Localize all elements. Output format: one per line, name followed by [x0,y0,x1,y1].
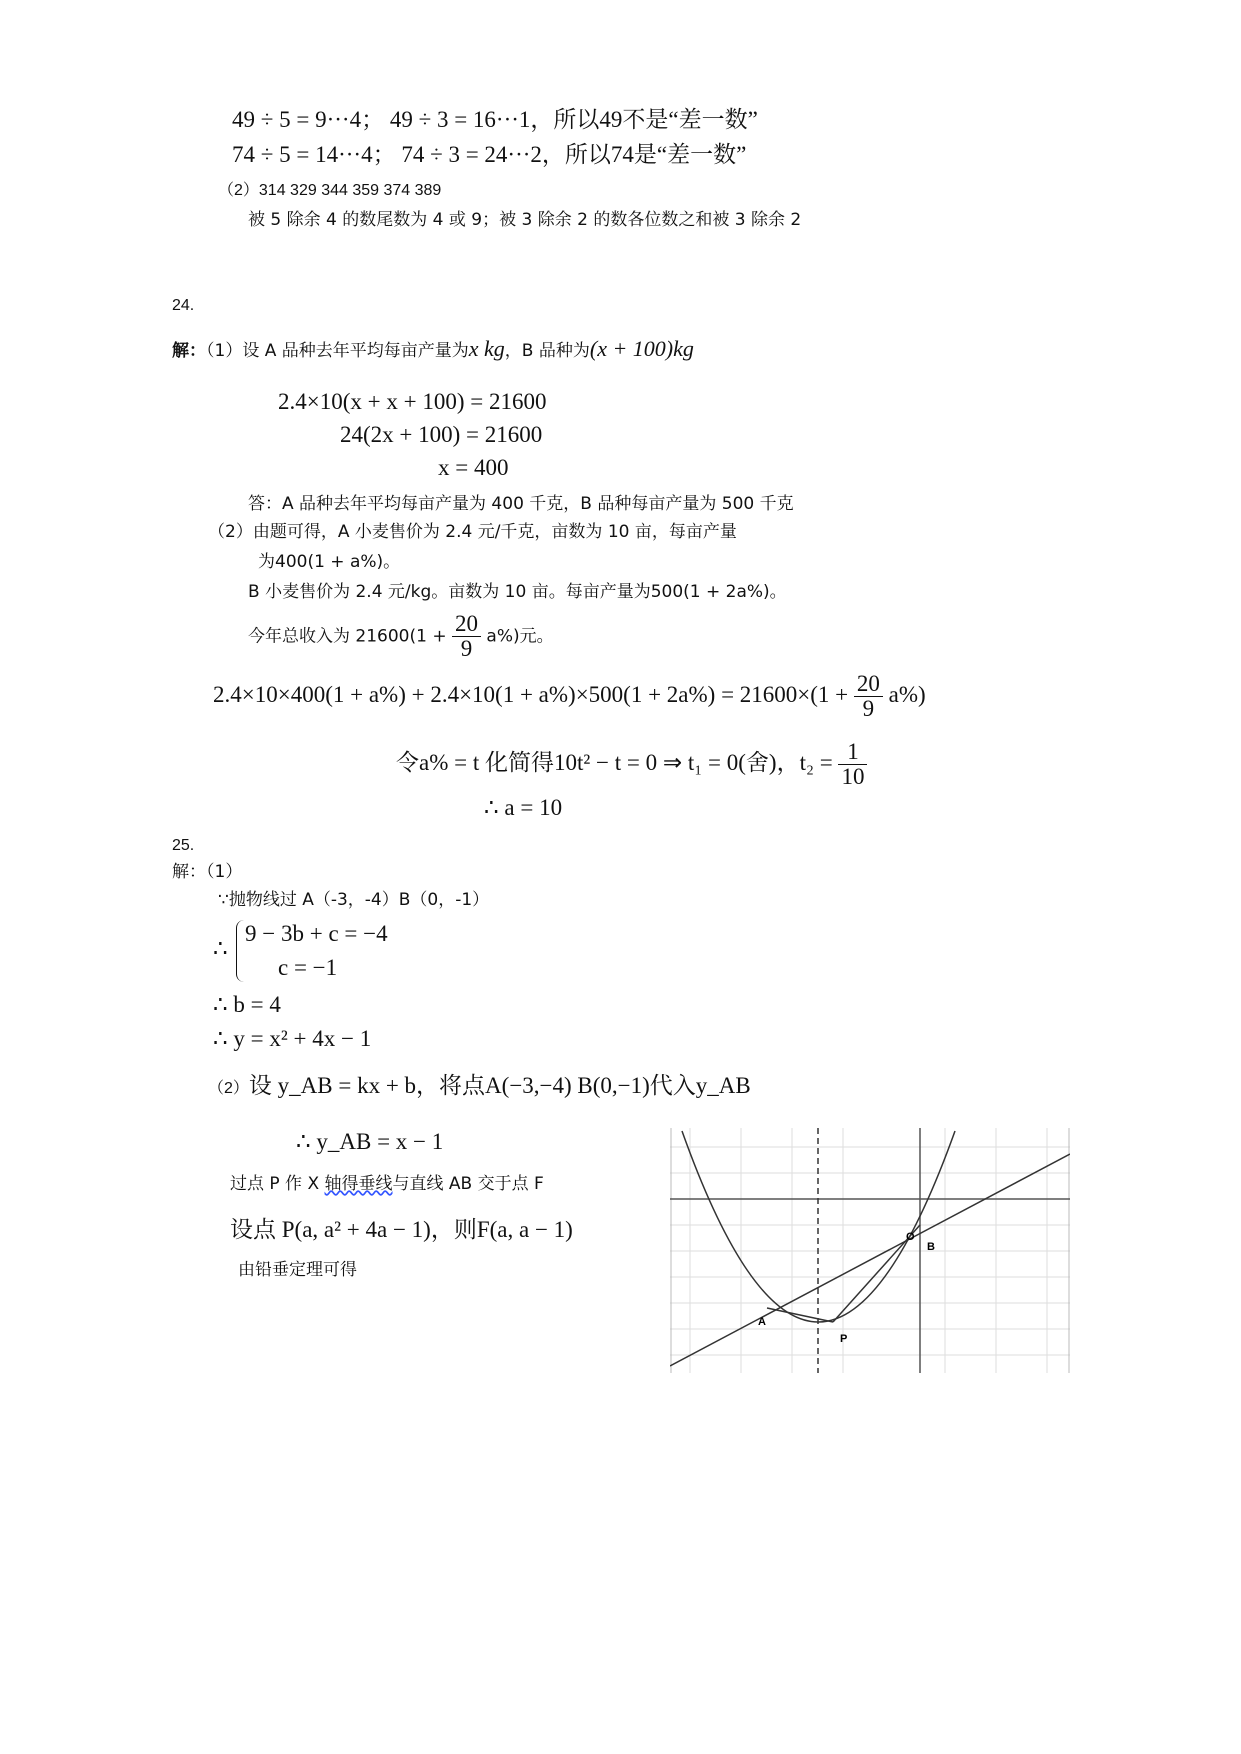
q25-sol-label: 解：（1） [172,862,243,882]
q25-because: ∵抛物线过 A（-3，-4）B（0，-1） [218,890,490,910]
q24-income-num: 20 [452,612,481,637]
q24-p1-text-a: 设 A 品种去年平均每亩产量为 [242,341,469,361]
q25-sys2: c = −1 [278,955,338,980]
label-a: A [758,1316,766,1328]
q24-p1 [172,338,694,360]
q25-system-brace [236,920,245,982]
div-line-74: 74 ÷ 5 = 14···4； 74 ÷ 3 = 24···2，所以74是“差一数” [232,142,747,167]
q25-set-p: 设点 P(a, a² + 4a − 1)，则F(a, a − 1) [230,1217,573,1242]
q25-p2-line: 设 y_AB = kx + b，将点A(−3,−4) B(0,−1)代入y_AB [248,1073,751,1098]
q24-answer: 答：A 品种去年平均每亩产量为 400 千克，B 品种每亩产量为 500 千克 [248,494,794,514]
q24-big-eq-a: 2.4×10×400(1 + a%) + 2.4×10(1 + a%)×500(1 + 2a%) = 21600×(1 + [213,681,849,707]
q25-perp-c: 与直线 AB 交于点 F [392,1174,544,1194]
q25-perp [230,1176,544,1193]
segment-ap [767,1308,833,1322]
q24-income-b: a%)元。 [486,626,554,647]
parabola-graph [670,1128,1070,1373]
q24-p2-line2: 为400(1 + a%)。 [258,552,401,572]
q24-eq3: x = 400 [438,455,509,480]
q25-perp-a: 过点 P 作 X [230,1174,325,1194]
label-o: O [906,1231,915,1243]
q24-big-eq-den: 9 [862,696,875,722]
div-line-49: 49 ÷ 5 = 9···4； 49 ÷ 3 = 16···1，所以49不是“差一数” [232,107,758,132]
q24-p2-line4 [248,612,554,661]
q24-p1-label: （1） [206,341,243,361]
q25-number: 25. [172,837,195,854]
q24-let [396,740,867,789]
line-ab [670,1154,1070,1366]
q23-numbers: 314 329 344 359 374 389 [258,182,442,199]
q24-let-den: 10 [841,764,865,790]
label-b: B [927,1241,935,1253]
q24-income-fraction [452,612,481,661]
q24-p2-line3: B 小麦售价为 2.4 元/kg。亩数为 10 亩。每亩产量为500(1 + 2a%)。 [248,582,787,602]
q25-sys1: 9 − 3b + c = −4 [245,921,388,946]
q24-income-a: 今年总收入为 21600(1 + [248,626,447,647]
q25-therefore-sym: ∴ [213,936,228,961]
graph-grid [670,1128,1070,1373]
q24-p1-b-expr: (x + 100)kg [589,336,694,361]
q24-number: 24. [172,297,195,314]
q23-note: 被 5 除余 4 的数尾数为 4 或 9；被 3 除余 2 的数各位数之和被 3 除余 2 [248,210,802,230]
label-p: P [840,1333,848,1345]
q24-p2-line1: （2）由题可得，A 小麦售价为 2.4 元/千克，亩数为 10 亩，每亩产量 [208,522,737,542]
q24-let-fraction [838,740,867,789]
q24-sol-label: 解： [172,341,206,361]
q24-eq2: 24(2x + 100) = 21600 [340,422,543,447]
q25-y-line: ∴ y = x² + 4x − 1 [213,1026,372,1051]
q23-part2 [218,183,441,199]
q24-conclusion: ∴ a = 10 [484,795,563,820]
q24-big-eq-fraction [854,672,883,721]
q24-let-num: 1 [838,740,867,765]
q24-big-eq-b: a%) [888,681,926,707]
q24-p1-x: x kg [468,336,505,361]
q24-big-eq [213,672,926,721]
q25-perp-b: 轴得垂线 [324,1174,393,1194]
q25-b-line: ∴ b = 4 [213,992,281,1017]
q25-p2 [208,1074,751,1097]
q24-income-den: 9 [460,636,473,662]
q24-big-eq-num: 20 [854,672,883,697]
q25-p2-label: （2） [208,1080,249,1097]
q24-let-text: 令a% = t 化简得10t² − t = 0 ⇒ t₁ = 0(舍)，t₂ = [396,749,833,775]
q23-part2-label: （2） [218,182,259,199]
q25-lead: 由铅垂定理可得 [238,1260,357,1280]
q24-eq1: 2.4×10(x + x + 100) = 21600 [278,389,547,414]
q25-yab: ∴ y_AB = x − 1 [296,1129,444,1154]
q24-p1-text-b: ，B 品种为 [504,341,590,361]
